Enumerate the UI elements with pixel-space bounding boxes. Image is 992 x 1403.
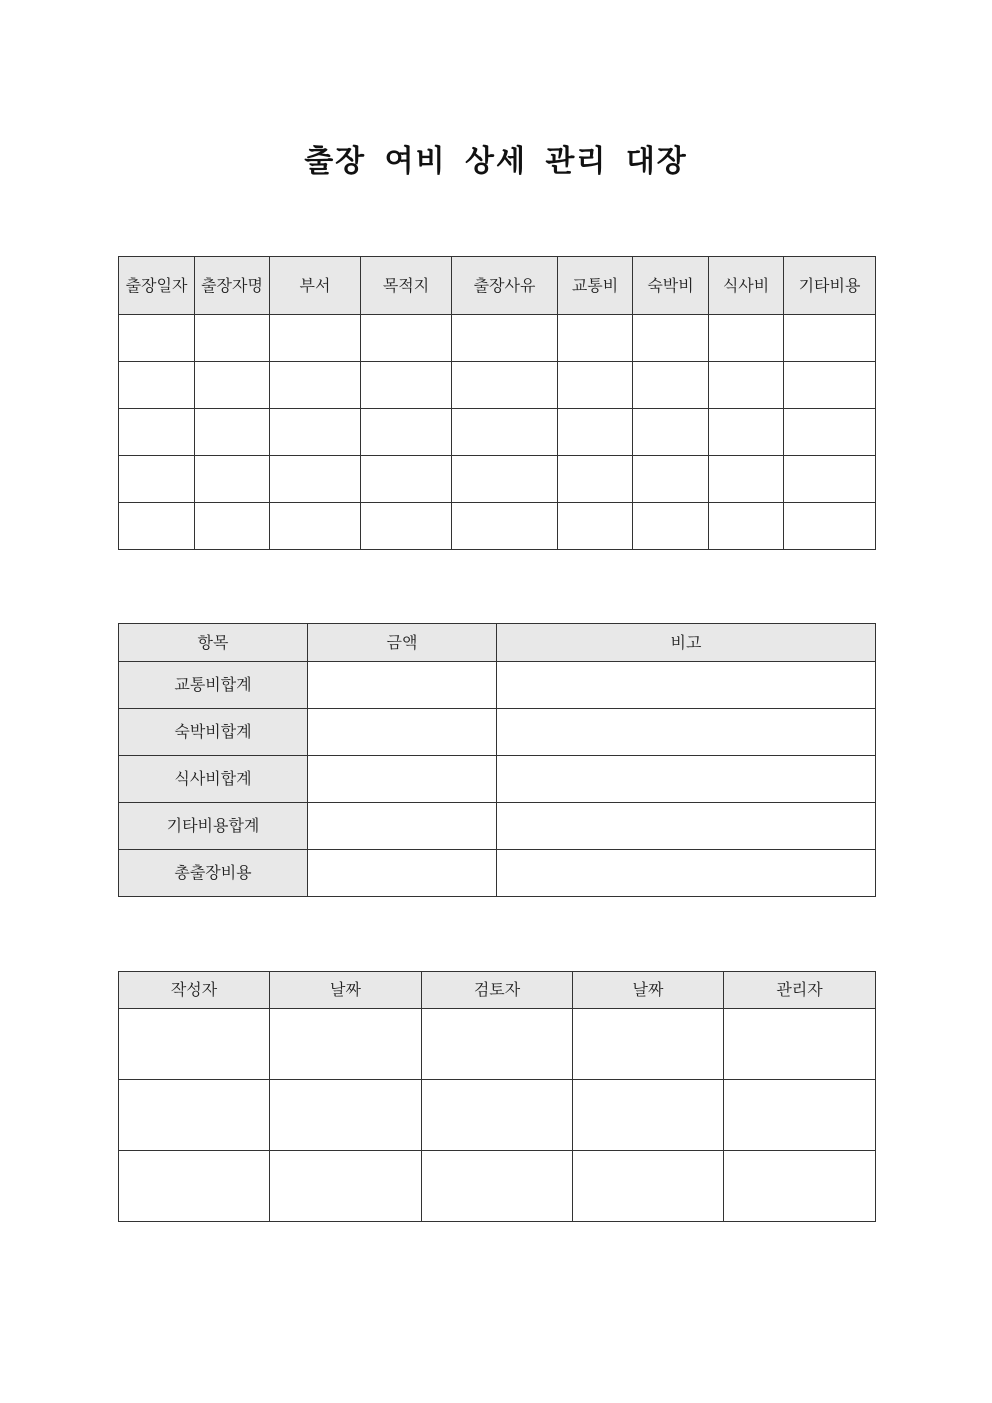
approval-cell[interactable]	[270, 1080, 422, 1151]
expense-cell[interactable]	[270, 456, 361, 503]
table-row	[119, 409, 876, 456]
table-row	[119, 709, 876, 756]
approval-cell[interactable]	[724, 1151, 876, 1222]
summary-amount-cell[interactable]	[308, 756, 497, 803]
summary-note-cell[interactable]	[497, 850, 876, 897]
approval-cell[interactable]	[573, 1151, 724, 1222]
table-header-row	[119, 624, 876, 662]
expense-cell[interactable]	[784, 315, 876, 362]
table-row	[119, 456, 876, 503]
summary-item-label: 총출장비용	[119, 850, 308, 897]
approval-cell[interactable]	[422, 1009, 573, 1080]
approval-table	[118, 971, 876, 1222]
expense-cell[interactable]	[452, 503, 558, 550]
expense-cell[interactable]	[452, 315, 558, 362]
expense-cell[interactable]	[452, 409, 558, 456]
expense-cell[interactable]	[119, 503, 195, 550]
expense-cell[interactable]	[119, 409, 195, 456]
table-row	[119, 1080, 876, 1151]
header-other-cost: 기타비용	[784, 257, 876, 315]
header-reviewer: 검토자	[422, 972, 573, 1009]
summary-amount-cell[interactable]	[308, 803, 497, 850]
expense-cell[interactable]	[784, 456, 876, 503]
expense-cell[interactable]	[709, 503, 784, 550]
expense-cell[interactable]	[709, 409, 784, 456]
expense-cell[interactable]	[784, 362, 876, 409]
expense-cell[interactable]	[361, 503, 452, 550]
header-destination: 목적지	[361, 257, 452, 315]
approval-cell[interactable]	[119, 1151, 270, 1222]
header-traveler-name: 출장자명	[195, 257, 270, 315]
expense-cell[interactable]	[195, 362, 270, 409]
expense-cell[interactable]	[195, 409, 270, 456]
approval-cell[interactable]	[724, 1080, 876, 1151]
header-reviewer-date: 날짜	[573, 972, 724, 1009]
summary-item-label: 숙박비합계	[119, 709, 308, 756]
expense-cell[interactable]	[119, 362, 195, 409]
expense-cell[interactable]	[633, 315, 709, 362]
table-row	[119, 362, 876, 409]
header-trip-date: 출장일자	[119, 257, 195, 315]
expense-cell[interactable]	[784, 503, 876, 550]
expense-cell[interactable]	[119, 456, 195, 503]
header-manager: 관리자	[724, 972, 876, 1009]
approval-cell[interactable]	[724, 1009, 876, 1080]
expense-cell[interactable]	[361, 456, 452, 503]
header-transport-cost: 교통비	[558, 257, 633, 315]
approval-cell[interactable]	[270, 1151, 422, 1222]
header-note: 비고	[497, 624, 876, 662]
table-row	[119, 1151, 876, 1222]
expense-cell[interactable]	[361, 362, 452, 409]
expense-cell[interactable]	[558, 315, 633, 362]
table-header-row	[119, 257, 876, 315]
approval-cell[interactable]	[119, 1080, 270, 1151]
table-row	[119, 803, 876, 850]
approval-cell[interactable]	[573, 1080, 724, 1151]
approval-cell[interactable]	[422, 1080, 573, 1151]
table-row	[119, 756, 876, 803]
summary-item-label: 식사비합계	[119, 756, 308, 803]
header-department: 부서	[270, 257, 361, 315]
summary-note-cell[interactable]	[497, 709, 876, 756]
expense-cell[interactable]	[195, 315, 270, 362]
table-row	[119, 662, 876, 709]
expense-cell[interactable]	[558, 409, 633, 456]
expense-cell[interactable]	[119, 315, 195, 362]
expense-summary-table	[118, 623, 876, 897]
expense-cell[interactable]	[709, 456, 784, 503]
expense-cell[interactable]	[633, 409, 709, 456]
header-meal-cost: 식사비	[709, 257, 784, 315]
table-row	[119, 850, 876, 897]
summary-amount-cell[interactable]	[308, 709, 497, 756]
expense-cell[interactable]	[195, 456, 270, 503]
expense-cell[interactable]	[709, 315, 784, 362]
expense-cell[interactable]	[270, 409, 361, 456]
summary-note-cell[interactable]	[497, 662, 876, 709]
expense-cell[interactable]	[709, 362, 784, 409]
header-lodging-cost: 숙박비	[633, 257, 709, 315]
page-title: 출장 여비 상세 관리 대장	[304, 144, 688, 179]
approval-cell[interactable]	[573, 1009, 724, 1080]
header-item: 항목	[119, 624, 308, 662]
table-row	[119, 315, 876, 362]
expense-cell[interactable]	[558, 503, 633, 550]
table-header-row	[119, 972, 876, 1009]
expense-cell[interactable]	[361, 315, 452, 362]
expense-cell[interactable]	[270, 362, 361, 409]
expense-cell[interactable]	[784, 409, 876, 456]
header-author-date: 날짜	[270, 972, 422, 1009]
expense-detail-table	[118, 256, 876, 550]
header-trip-reason: 출장사유	[452, 257, 558, 315]
summary-amount-cell[interactable]	[308, 850, 497, 897]
expense-cell[interactable]	[558, 456, 633, 503]
expense-cell[interactable]	[270, 315, 361, 362]
summary-note-cell[interactable]	[497, 756, 876, 803]
approval-cell[interactable]	[422, 1151, 573, 1222]
expense-cell[interactable]	[270, 503, 361, 550]
summary-amount-cell[interactable]	[308, 662, 497, 709]
table-row	[119, 1009, 876, 1080]
expense-cell[interactable]	[452, 456, 558, 503]
approval-cell[interactable]	[270, 1009, 422, 1080]
expense-cell[interactable]	[452, 362, 558, 409]
expense-cell[interactable]	[361, 409, 452, 456]
expense-cell[interactable]	[633, 362, 709, 409]
expense-cell[interactable]	[633, 456, 709, 503]
summary-item-label: 기타비용합계	[119, 803, 308, 850]
summary-note-cell[interactable]	[497, 803, 876, 850]
table-row	[119, 503, 876, 550]
header-author: 작성자	[119, 972, 270, 1009]
approval-cell[interactable]	[119, 1009, 270, 1080]
expense-cell[interactable]	[558, 362, 633, 409]
summary-item-label: 교통비합계	[119, 662, 308, 709]
expense-cell[interactable]	[195, 503, 270, 550]
expense-cell[interactable]	[633, 503, 709, 550]
header-amount: 금액	[308, 624, 497, 662]
